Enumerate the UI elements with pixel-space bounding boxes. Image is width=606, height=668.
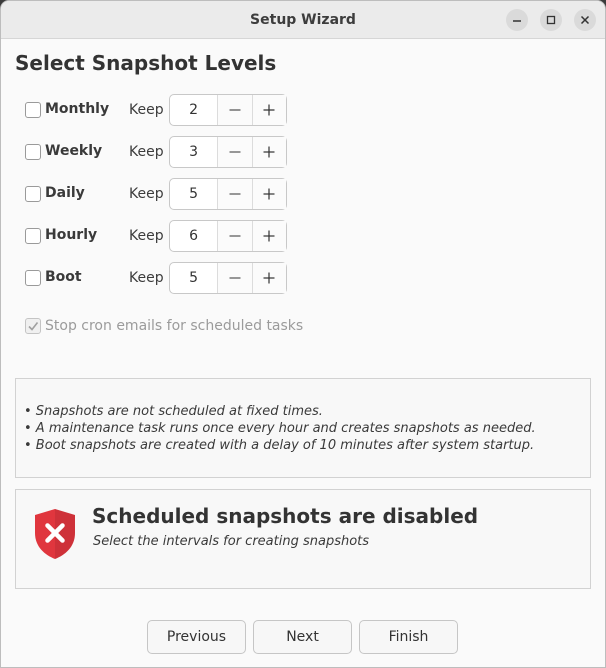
- weekly-checkbox[interactable]: [25, 144, 41, 160]
- checkmark-icon: [27, 320, 39, 332]
- level-row-boot: [25, 262, 295, 294]
- hourly-keep-stepper[interactable]: [169, 220, 287, 252]
- minus-icon: [229, 104, 241, 116]
- daily-keep-stepper[interactable]: [169, 178, 287, 210]
- decrement-button[interactable]: [217, 263, 251, 293]
- level-row-monthly: [25, 94, 295, 126]
- decrement-button[interactable]: [217, 179, 251, 209]
- next-button[interactable]: Next: [253, 620, 352, 654]
- level-row-weekly: [25, 136, 295, 168]
- level-label[interactable]: Daily: [45, 185, 85, 201]
- shield-error-icon: [32, 507, 78, 561]
- level-label[interactable]: Boot: [45, 269, 82, 285]
- level-label[interactable]: Weekly: [45, 143, 103, 159]
- keep-label: Keep: [129, 228, 164, 244]
- boot-checkbox[interactable]: [25, 270, 41, 286]
- plus-icon: [263, 104, 275, 116]
- stop-cron-emails-option: [25, 317, 345, 337]
- stop-cron-emails-checkbox[interactable]: [25, 318, 41, 334]
- info-line: • A maintenance task runs once every hour and creates snapshots as needed.: [24, 421, 536, 436]
- boot-keep-stepper[interactable]: [169, 262, 287, 294]
- keep-label: Keep: [129, 102, 164, 118]
- decrement-button[interactable]: [217, 95, 251, 125]
- keep-value[interactable]: 2: [189, 102, 199, 118]
- plus-icon: [263, 272, 275, 284]
- keep-value[interactable]: 5: [189, 186, 199, 202]
- level-label[interactable]: Monthly: [45, 101, 110, 117]
- plus-icon: [263, 146, 275, 158]
- keep-value[interactable]: 5: [189, 270, 199, 286]
- finish-button[interactable]: Finish: [359, 620, 458, 654]
- info-line: • Boot snapshots are created with a delay of 10 minutes after system startup.: [24, 438, 535, 453]
- increment-button[interactable]: [252, 221, 286, 251]
- maximize-button[interactable]: [540, 9, 562, 31]
- decrement-button[interactable]: [217, 137, 251, 167]
- monthly-checkbox[interactable]: [25, 102, 41, 118]
- keep-value[interactable]: 3: [189, 144, 199, 160]
- close-button[interactable]: [574, 9, 596, 31]
- keep-label: Keep: [129, 144, 164, 160]
- status-box: [15, 489, 591, 589]
- titlebar: [1, 1, 605, 39]
- increment-button[interactable]: [252, 179, 286, 209]
- daily-checkbox[interactable]: [25, 186, 41, 202]
- minimize-button[interactable]: [506, 9, 528, 31]
- hourly-checkbox[interactable]: [25, 228, 41, 244]
- info-lines: [24, 403, 536, 454]
- minus-icon: [229, 230, 241, 242]
- level-row-daily: [25, 178, 295, 210]
- level-row-hourly: [25, 220, 295, 252]
- plus-icon: [263, 230, 275, 242]
- increment-button[interactable]: [252, 95, 286, 125]
- level-label[interactable]: Hourly: [45, 227, 98, 243]
- window-title: Setup Wizard: [250, 12, 356, 28]
- increment-button[interactable]: [252, 263, 286, 293]
- monthly-keep-stepper[interactable]: [169, 94, 287, 126]
- increment-button[interactable]: [252, 137, 286, 167]
- keep-value[interactable]: 6: [189, 228, 199, 244]
- stop-cron-emails-label: Stop cron emails for scheduled tasks: [45, 318, 304, 334]
- minus-icon: [229, 146, 241, 158]
- decrement-button[interactable]: [217, 221, 251, 251]
- status-subtitle: Select the intervals for creating snapshots: [93, 534, 370, 549]
- previous-button[interactable]: Previous: [147, 620, 246, 654]
- keep-label: Keep: [129, 270, 164, 286]
- minimize-icon: [512, 15, 522, 25]
- close-icon: [580, 15, 590, 25]
- keep-label: Keep: [129, 186, 164, 202]
- plus-icon: [263, 188, 275, 200]
- info-line: • Snapshots are not scheduled at fixed times.: [24, 404, 323, 419]
- weekly-keep-stepper[interactable]: [169, 136, 287, 168]
- status-title: Scheduled snapshots are disabled: [92, 504, 479, 528]
- minus-icon: [229, 272, 241, 284]
- info-box: [15, 378, 591, 478]
- page-title: Select Snapshot Levels: [15, 51, 277, 75]
- minus-icon: [229, 188, 241, 200]
- maximize-icon: [546, 15, 556, 25]
